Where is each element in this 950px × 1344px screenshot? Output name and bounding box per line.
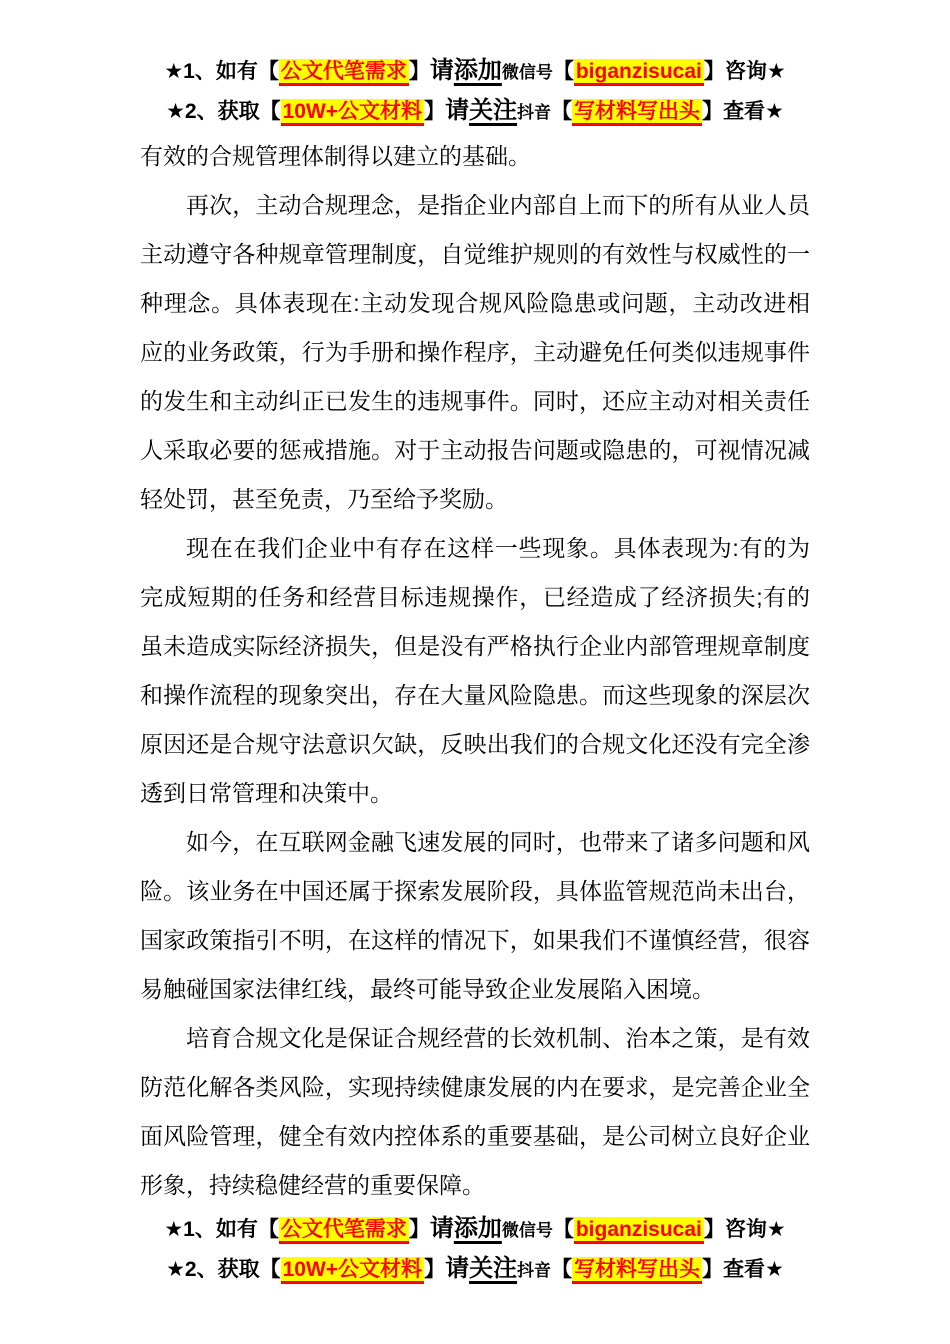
promo-text: 】	[408, 1218, 430, 1241]
promo-text: 】	[703, 1218, 725, 1241]
promo-action-underlined: 添加	[453, 1215, 502, 1242]
promo-text: 】	[702, 100, 724, 123]
promo-text: 】	[703, 60, 725, 83]
promo-platform-label: 微信号	[501, 63, 553, 82]
promo-text: 】	[424, 100, 446, 123]
promo-text: ★1、如有【	[164, 1218, 279, 1241]
promo-text: 【	[551, 1258, 573, 1281]
promo-highlight: biganzisucai	[574, 59, 704, 86]
promo-text: 咨询★	[724, 1218, 786, 1241]
promo-highlight: 写材料写出头	[572, 99, 702, 126]
promo-highlight: 写材料写出头	[572, 1257, 702, 1284]
promo-text: 咨询★	[724, 60, 786, 83]
promo-text: 请	[445, 1255, 470, 1282]
promo-platform-label: 抖音	[517, 1261, 552, 1280]
promo-text: 】	[424, 1258, 446, 1281]
footer-promo-line-2	[0, 1250, 950, 1290]
promo-highlight: 10W+公文材料	[281, 99, 424, 126]
promo-text: 查看★	[723, 100, 784, 123]
footer-promo	[0, 1210, 950, 1290]
promo-text: 请	[429, 57, 454, 84]
promo-text: ★2、获取【	[166, 100, 281, 123]
footer-promo-line-1	[0, 1210, 950, 1250]
paragraph: 有效的合规管理体制得以建立的基础。	[140, 143, 531, 169]
paragraph: 培育合规文化是保证合规经营的长效机制、治本之策，是有效防范化解各类风险，实现持续健康发展的内在要求，是完善企业全面风险管理，健全有效内控体系的重要基础，是公司树立良好企业形象，持续稳健经营的重要保障。	[140, 1025, 810, 1198]
promo-highlight: 10W+公文材料	[281, 1257, 424, 1284]
promo-platform-label: 抖音	[517, 103, 552, 122]
paragraph: 如今，在互联网金融飞速发展的同时，也带来了诸多问题和风险。该业务在中国还属于探索发展阶段，具体监管规范尚未出台，国家政策指引不明，在这样的情况下，如果我们不谨慎经营，很容易触碰国家法律红线，最终可能导致企业发展陷入困境。	[140, 829, 810, 1002]
header-promo-line-1	[0, 52, 950, 92]
promo-action-underlined: 添加	[453, 57, 502, 84]
header-promo	[0, 0, 950, 132]
promo-text: 查看★	[723, 1258, 784, 1281]
promo-text: 【	[552, 1218, 574, 1241]
promo-text: 】	[702, 1258, 724, 1281]
paragraph: 现在在我们企业中有存在这样一些现象。具体表现为:有的为完成短期的任务和经营目标违规操作，已经造成了经济损失;有的虽未造成实际经济损失，但是没有严格执行企业内部管理规章制度和操作流程的现象突出，存在大量风险隐患。而这些现象的深层次原因还是合规守法意识欠缺，反映出我们的合规文化还没有完全渗透到日常管理和决策中。	[140, 535, 810, 806]
promo-action-underlined: 关注	[469, 97, 518, 124]
promo-text: ★1、如有【	[164, 60, 279, 83]
promo-highlight: biganzisucai	[574, 1217, 704, 1244]
promo-text: 请	[445, 97, 470, 124]
promo-platform-label: 微信号	[501, 1221, 553, 1240]
promo-highlight: 公文代笔需求	[279, 59, 409, 86]
paragraph: 再次，主动合规理念，是指企业内部自上而下的所有从业人员主动遵守各种规章管理制度，自觉维护规则的有效性与权威性的一种理念。具体表现在:主动发现合规风险隐患或问题，主动改进相应的业务政策，行为手册和操作程序，主动避免任何类似违规事件的发生和主动纠正已发生的违规事件。同时，还应主动对相关责任人采取必要的惩戒措施。对于主动报告问题或隐患的，可视情况减轻处罚，甚至免责，乃至给予奖励。	[140, 192, 810, 512]
promo-text: 【	[552, 60, 574, 83]
promo-text: 】	[408, 60, 430, 83]
promo-highlight: 公文代笔需求	[279, 1217, 409, 1244]
promo-text: 请	[429, 1215, 454, 1242]
promo-text: ★2、获取【	[166, 1258, 281, 1281]
promo-text: 【	[551, 100, 573, 123]
promo-action-underlined: 关注	[469, 1255, 518, 1282]
header-promo-line-2	[0, 92, 950, 132]
document-body	[0, 132, 950, 1210]
